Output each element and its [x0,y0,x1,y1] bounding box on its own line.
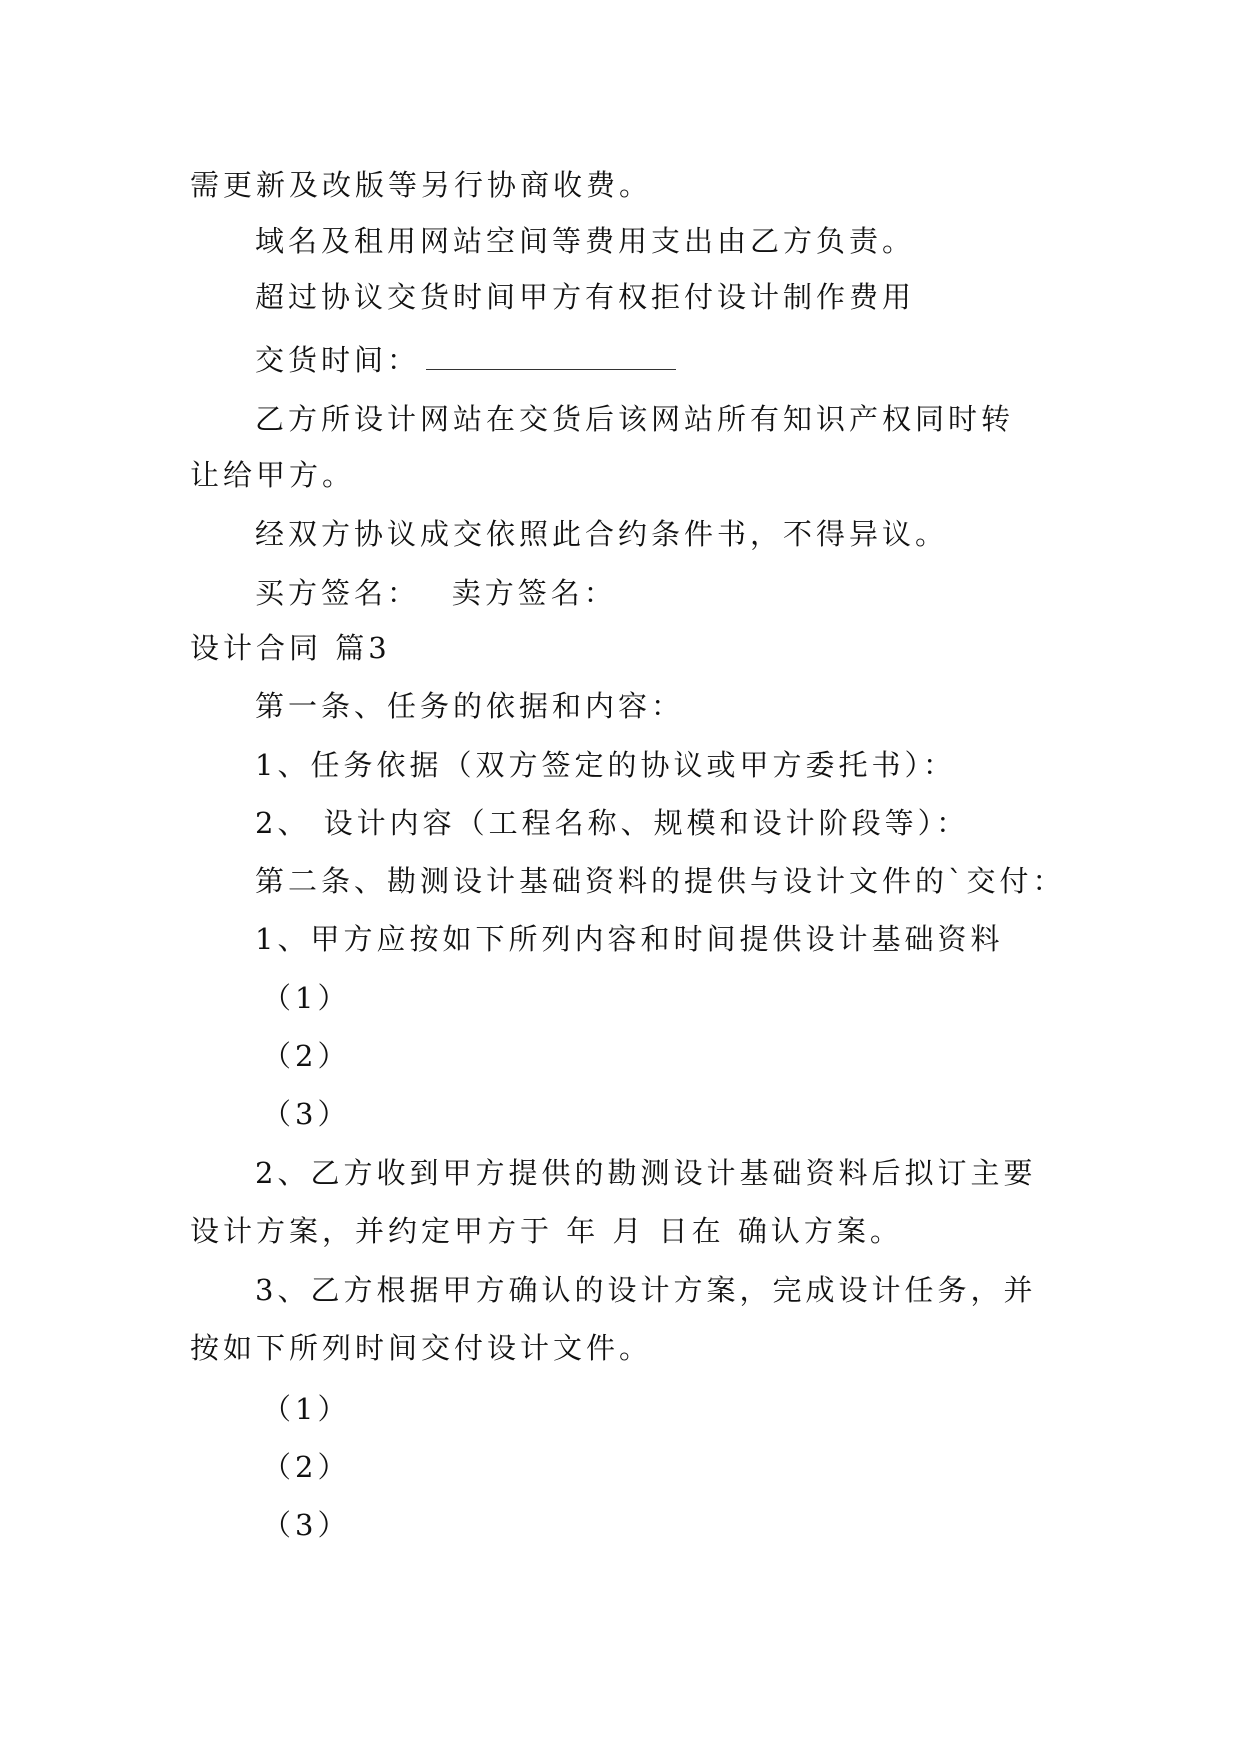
list-item: （1） [262,1392,351,1426]
paragraph-line: 需更新及改版等另行协商收费。 [190,168,653,202]
signature-line: 买方签名： 卖方签名： [255,576,617,610]
paragraph-line: 域名及租用网站空间等费用支出由乙方负责。 [255,224,916,258]
delivery-time-line [255,340,676,380]
paragraph-line: 2、 设计内容（工程名称、规模和设计阶段等）： [255,806,970,840]
paragraph-line: 按如下所列时间交付设计文件。 [190,1331,653,1365]
paragraph-line: 乙方所设计网站在交货后该网站所有知识产权同时转 [255,402,1015,436]
paragraph-line: 1、任务依据（双方签定的协议或甲方委托书）： [255,748,956,782]
section-heading: 设计合同 篇3 [190,631,391,665]
paragraph-line: 第二条、勘测设计基础资料的提供与设计文件的`交付： [255,864,1066,898]
list-item: （2） [262,1450,351,1484]
paragraph-line: 设计方案，并约定甲方于 年 月 日在 确认方案。 [190,1214,903,1248]
paragraph-line: 经双方协议成交依照此合约条件书，不得异议。 [255,517,949,551]
paragraph-line: 超过协议交货时间甲方有权拒付设计制作费用 [255,280,916,314]
paragraph-line: 第一条、任务的依据和内容： [255,689,685,723]
paragraph-line: 2、乙方收到甲方提供的勘测设计基础资料后拟订主要 [255,1156,1037,1190]
list-item: （2） [262,1039,351,1073]
delivery-time-blank [426,345,676,370]
list-item: （3） [262,1508,351,1542]
paragraph-line: 3、乙方根据甲方确认的设计方案，完成设计任务，并 [255,1273,1037,1307]
paragraph-line: 1、甲方应按如下所列内容和时间提供设计基础资料 [255,922,1004,956]
list-item: （3） [262,1097,351,1131]
paragraph-line: 让给甲方。 [190,458,356,492]
delivery-time-label: 交货时间： [255,343,421,377]
list-item: （1） [262,981,351,1015]
